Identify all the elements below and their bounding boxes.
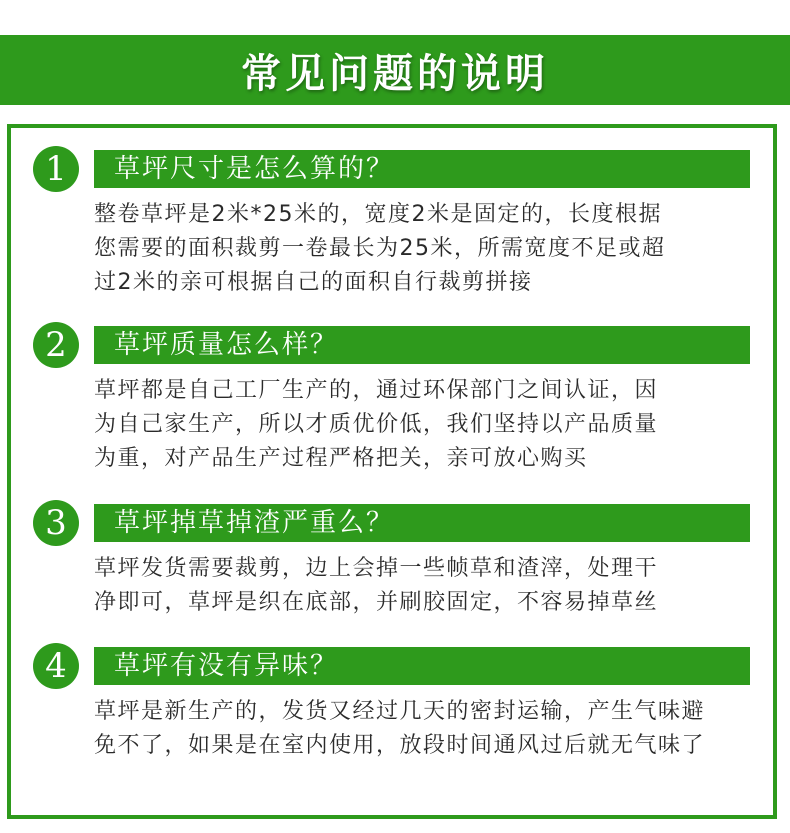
answer-text (94, 198, 769, 300)
answer-line: 草坪都是自己工厂生产的，通过环保部门之间认证，因 (94, 378, 659, 403)
answer-line: 免不了，如果是在室内使用，放段时间通风过后就无气味了 (94, 733, 706, 758)
answer-text (94, 552, 769, 620)
answer-text (94, 374, 769, 476)
answer-line: 为自己家生产，所以才质优价低，我们坚持以产品质量 (94, 412, 659, 437)
number-badge: 3 (33, 500, 79, 546)
question-bar: 草坪尺寸是怎么算的？ (94, 150, 750, 188)
number-badge: 2 (33, 322, 79, 368)
answer-text (94, 695, 769, 763)
answer-line: 整卷草坪是2米*25米的，宽度2米是固定的，长度根据 (94, 202, 662, 227)
number-badge: 1 (33, 146, 79, 192)
question-bar: 草坪有没有异味？ (94, 647, 750, 685)
answer-line: 草坪是新生产的，发货又经过几天的密封运输，产生气味避 (94, 699, 706, 724)
number-badge: 4 (33, 643, 79, 689)
answer-line: 为重，对产品生产过程严格把关，亲可放心购买 (94, 446, 588, 471)
answer-line: 您需要的面积裁剪一卷最长为25米，所需宽度不足或超 (94, 236, 666, 261)
question-bar: 草坪掉草掉渣严重么？ (94, 504, 750, 542)
page-title: 常见问题的说明 (241, 50, 549, 97)
answer-line: 净即可，草坪是织在底部，并刷胶固定，不容易掉草丝 (94, 590, 659, 615)
answer-line: 过2米的亲可根据自己的面积自行裁剪拼接 (94, 270, 533, 295)
answer-line: 草坪发货需要裁剪，边上会掉一些帧草和渣滓，处理干 (94, 556, 659, 581)
header-band (0, 35, 790, 105)
question-bar: 草坪质量怎么样？ (94, 326, 750, 364)
